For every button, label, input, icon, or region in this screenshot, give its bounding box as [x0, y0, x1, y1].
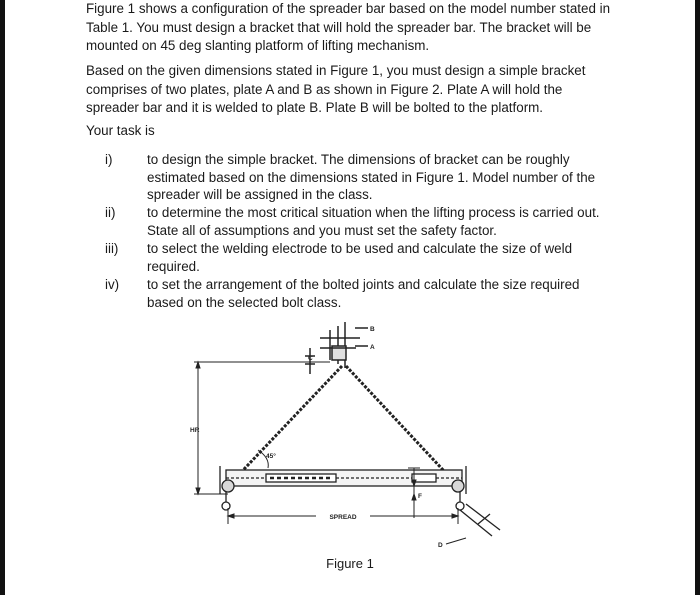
task-text: to determine the most critical situation when the lifting process is carried out. State all of assumptions and you must set the safety factor. — [147, 205, 600, 238]
task-text: to select the welding electrode to be used and calculate the size of weld required. — [147, 241, 573, 274]
spreader-bar — [220, 466, 466, 494]
label-c: C — [308, 355, 313, 362]
task-number: iv) — [105, 277, 120, 292]
label-hr: HR — [190, 427, 200, 434]
left-sling — [228, 366, 342, 486]
task-text: to set the arrangement of the bolted joints and calculate the size required based on the selected bolt class. — [147, 277, 580, 310]
right-edge — [695, 0, 700, 595]
right-end-shackle — [452, 480, 500, 536]
right-sling — [346, 366, 458, 486]
task-text: to design the simple bracket. The dimensions of bracket can be roughly estimated based on the dimensions stated in Figure 1. Model number of the spreader will be assigned in the class. — [147, 152, 596, 203]
label-angle: 45° — [266, 453, 276, 460]
spreader-bar-figure — [180, 318, 510, 554]
task-intro: Your task is — [86, 123, 155, 138]
label-f: F — [418, 493, 422, 500]
task-number: iii) — [105, 241, 119, 256]
task-number: ii) — [105, 205, 116, 220]
left-edge — [0, 0, 5, 595]
label-d: D — [438, 542, 443, 549]
bracket-paragraph: Based on the given dimensions stated in Figure 1, you must design a simple bracket comprises of two plates, plate A and B as shown in Figure 2. Plate A will hold the spreader bar and it is welded to plate B. Plate B will be bolted to the platform. — [86, 63, 586, 116]
left-end-shackle — [222, 480, 234, 510]
figure-caption: Figure 1 — [326, 556, 374, 571]
label-a: A — [370, 344, 375, 351]
d-leader — [446, 538, 466, 544]
label-b: B — [370, 326, 375, 333]
task-number: i) — [105, 152, 113, 167]
top-shackle — [305, 322, 368, 374]
label-spread: SPREAD — [329, 514, 357, 521]
intro-paragraph: Figure 1 shows a configuration of the spreader bar based on the model number stated in Table 1. You must design a bracket that will hold the spreader bar. The bracket will be mounted on 45 deg slanting platform of lifting mechanism. — [86, 1, 611, 54]
